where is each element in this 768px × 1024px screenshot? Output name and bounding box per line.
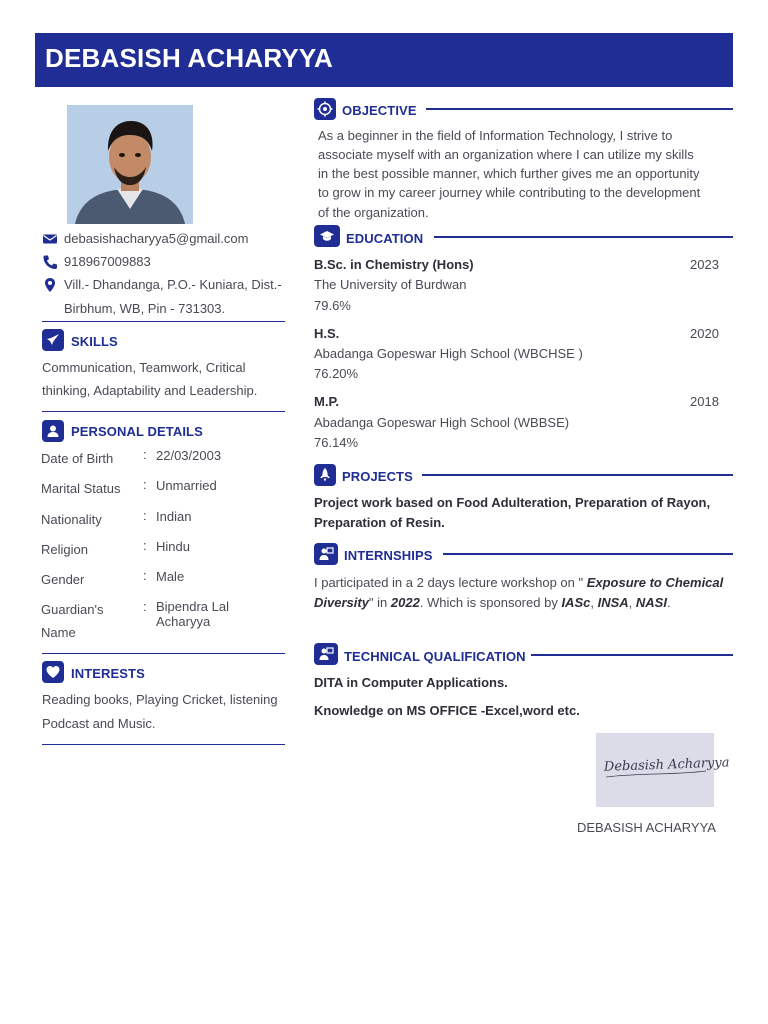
address-line-2: Birbhum, WB, Pin - 731303. <box>64 301 226 316</box>
heart-icon <box>42 661 64 683</box>
education-year: 2020 <box>690 326 719 341</box>
technical-line-1: DITA in Computer Applications. <box>314 675 508 690</box>
education-degree: B.Sc. in Chemistry (Hons) <box>314 257 474 272</box>
internship-text-part: . Which is sponsored by <box>419 595 562 610</box>
skills-line-2: thinking, Adaptability and Leadership. <box>42 383 258 398</box>
gender-label: Gender <box>41 572 85 587</box>
education-score: 76.20% <box>314 366 359 381</box>
objective-title: OBJECTIVE <box>342 103 417 118</box>
education-institution: Abadanga Gopeswar High School (WBCHSE ) <box>314 346 583 361</box>
person-icon <box>42 420 64 442</box>
education-degree: M.P. <box>314 394 340 409</box>
phone-text: 918967009883 <box>64 254 151 269</box>
marital-status-value: Unmarried <box>156 478 217 493</box>
phone-icon <box>42 254 58 270</box>
colon: : <box>143 599 147 614</box>
education-institution: Abadanga Gopeswar High School (WBBSE) <box>314 415 570 430</box>
objective-line-4: to grow in my career journey while contributing to the development <box>318 185 701 200</box>
gender-value: Male <box>156 569 185 584</box>
personal-details-title: PERSONAL DETAILS <box>71 424 203 439</box>
internship-text-part: " in <box>368 595 391 610</box>
internship-text-part: I participated in a 2 days lecture workshop on " <box>314 575 587 590</box>
education-degree: H.S. <box>314 326 340 341</box>
objective-line-1: As a beginner in the field of Information Technology, I strive to <box>318 128 673 143</box>
colon: : <box>143 477 147 492</box>
workshop-title: Exposure to Chemical Diversity <box>314 575 724 610</box>
divider <box>42 411 285 412</box>
education-score: 76.14% <box>314 435 359 450</box>
rocket-icon <box>42 329 64 351</box>
colon: : <box>143 568 147 583</box>
objective-line-5: of the organization. <box>318 205 429 220</box>
colon: : <box>143 538 147 553</box>
divider <box>42 744 285 745</box>
religion-label: Religion <box>41 542 88 557</box>
rocket-icon <box>314 464 336 486</box>
candidate-name: DEBASISH ACHARYYA <box>45 43 334 73</box>
skills-title: SKILLS <box>71 334 118 349</box>
divider <box>531 654 733 656</box>
internship-text-part: . <box>666 595 671 610</box>
presenter-icon <box>314 543 338 565</box>
presenter-icon <box>314 643 338 665</box>
graduation-cap-icon <box>314 225 340 247</box>
divider <box>422 474 733 476</box>
skills-line-1: Communication, Teamwork, Critical <box>42 360 246 375</box>
nationality-value: Indian <box>156 509 192 524</box>
education-institution: The University of Burdwan <box>314 277 467 292</box>
divider <box>443 553 733 555</box>
divider <box>434 236 733 238</box>
projects-title: PROJECTS <box>342 469 413 484</box>
internships-title: INTERNSHIPS <box>344 548 433 563</box>
address-line-1: Vill.- Dhandanga, P.O.- Kuniara, Dist.- <box>64 277 282 292</box>
interests-line-2: Podcast and Music. <box>42 716 156 731</box>
colon: : <box>143 447 147 462</box>
dob-label: Date of Birth <box>41 451 114 466</box>
internship-text-part: , <box>590 595 598 610</box>
guardian-value-1: Bipendra Lal <box>156 599 229 614</box>
target-icon <box>314 98 336 120</box>
nationality-label: Nationality <box>41 512 102 527</box>
interests-title: INTERESTS <box>71 666 145 681</box>
colon: : <box>143 508 147 523</box>
email-icon <box>42 231 58 247</box>
marital-status-label: Marital Status <box>41 481 121 496</box>
objective-line-2: associate myself with an organization where I can utilize my skills <box>318 147 694 162</box>
education-score: 79.6% <box>314 298 351 313</box>
email-text: debasishacharyya5@gmail.com <box>64 231 249 246</box>
objective-line-3: in the best possible manner, which further gives me an opportunity <box>318 166 700 181</box>
location-pin-icon <box>42 277 58 293</box>
religion-value: Hindu <box>156 539 190 554</box>
interests-line-1: Reading books, Playing Cricket, listening <box>42 692 278 707</box>
internship-text-part: , <box>628 595 636 610</box>
signature-name: DEBASISH ACHARYYA <box>577 820 716 835</box>
guardian-label-1: Guardian's <box>41 602 104 617</box>
education-year: 2018 <box>690 394 719 409</box>
handwritten-signature: Debasish Acharyya <box>603 755 730 775</box>
technical-qualification-title: TECHNICAL QUALIFICATION <box>344 649 526 664</box>
education-year: 2023 <box>690 257 719 272</box>
projects-text: Project work based on Food Adulteration, Preparation of Rayon, Preparation of Resin. <box>314 495 711 530</box>
internships-text <box>314 573 724 613</box>
sponsor-insa: INSA <box>597 595 629 610</box>
guardian-label-2: Name <box>41 625 76 640</box>
header-banner <box>35 33 733 87</box>
guardian-value-2: Acharyya <box>156 614 211 629</box>
dob-value: 22/03/2003 <box>156 448 222 463</box>
divider <box>42 653 285 654</box>
education-title: EDUCATION <box>346 231 424 246</box>
profile-photo <box>67 105 193 224</box>
sponsor-nasi: NASI <box>635 595 667 610</box>
divider <box>426 108 733 110</box>
sponsor-iasc: IASc <box>561 595 591 610</box>
workshop-year: 2022 <box>390 595 420 610</box>
technical-line-2: Knowledge on MS OFFICE -Excel,word etc. <box>314 703 580 718</box>
signature-image <box>596 733 730 807</box>
divider <box>42 321 285 322</box>
